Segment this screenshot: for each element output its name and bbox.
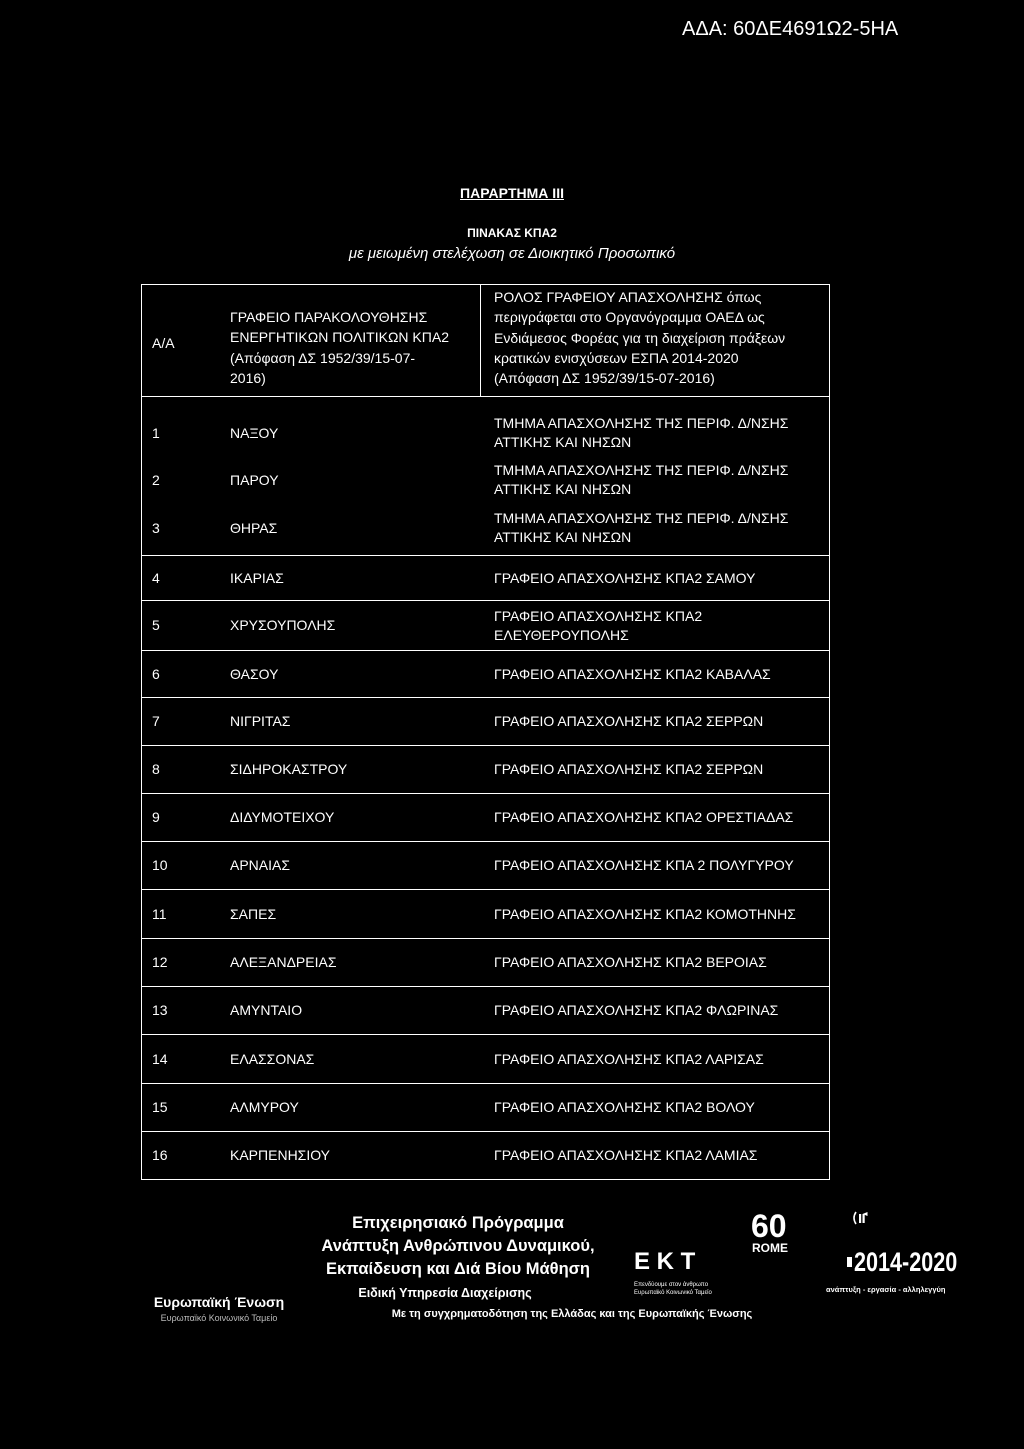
eu-subtitle: Ευρωπαϊκό Κοινωνικό Ταμείο: [160, 1313, 278, 1323]
ekt-tagline-line: Επενδύουμε στον άνθρωπο: [634, 1282, 709, 1288]
office-name: ΝΑΞΟΥ: [230, 424, 279, 441]
table-row-group: [142, 397, 829, 556]
table-row: [142, 794, 829, 842]
table-row: [142, 1084, 829, 1132]
header-office-line: ΓΡΑΦΕΙΟ ΠΑΡΑΚΟΛΟΥΘΗΣΗΣ: [230, 309, 428, 325]
office-role-line: ΓΡΑΦΕΙΟ ΑΠΑΣΧΟΛΗΣΗΣ ΚΠΑ2 ΣΑΜΟΥ: [494, 569, 756, 586]
table-row: [142, 651, 829, 698]
row-number: 4: [152, 569, 160, 586]
office-role-line: ΓΡΑΦΕΙΟ ΑΠΑΣΧΟΛΗΣΗΣ ΚΠΑ2 ΦΛΩΡΙΝΑΣ: [494, 1002, 779, 1018]
office-role-line: ΤΜΗΜΑ ΑΠΑΣΧΟΛΗΣΗΣ ΤΗΣ ΠΕΡΙΦ. Δ/ΝΣΗΣ: [494, 415, 789, 431]
ekt-logo: Ε Κ Τ: [634, 1248, 696, 1275]
office-role: [480, 1001, 829, 1020]
eu-title: Ευρωπαϊκή Ένωση: [153, 1294, 285, 1310]
table-row: [142, 409, 829, 457]
header-office-line: (Απόφαση ΔΣ 1952/39/15-07-: [230, 349, 416, 366]
office-role-line: ΓΡΑΦΕΙΟ ΑΠΑΣΧΟΛΗΣΗΣ ΚΠΑ2 ΒΕΡΟΙΑΣ: [494, 954, 767, 970]
table-row: [142, 601, 829, 651]
row-number: 13: [152, 1002, 168, 1018]
table-row: [142, 698, 829, 746]
row-number: 6: [152, 665, 160, 682]
office-name: ΘΑΣΟΥ: [230, 665, 279, 682]
office-role: [480, 760, 829, 779]
table-title: ΠΙΝΑΚΑΣ ΚΠΑ2: [467, 226, 557, 240]
office-name: ΔΙΔΥΜΟΤΕΙΧΟΥ: [230, 809, 335, 825]
espa-bullet: [847, 1257, 852, 1267]
table-row: [142, 939, 829, 987]
espa-years: 2014-2020: [854, 1247, 958, 1277]
ada-code: ΑΔΑ: 60ΔΕ4691Ω2-5ΗΑ: [682, 18, 899, 40]
office-role: [480, 712, 829, 731]
office-role-line: ΑΤΤΙΚΗΣ ΚΑΙ ΝΗΣΩΝ: [494, 434, 632, 450]
office-role: [480, 509, 829, 547]
office-role-line: ΓΡΑΦΕΙΟ ΑΠΑΣΧΟΛΗΣΗΣ ΚΠΑ2 ΛΑΡΙΣΑΣ: [494, 1050, 764, 1067]
programme-title-line: Εκπαίδευση και Διά Βίου Μάθηση: [325, 1260, 591, 1278]
office-name: ΙΚΑΡΙΑΣ: [230, 569, 284, 586]
ekt-tagline: [634, 1281, 712, 1297]
office-name: ΧΡΥΣΟΥΠΟΛΗΣ: [230, 617, 336, 633]
programme-title-line: Ανάπτυξη Ανθρώπινου Δυναμικού,: [321, 1237, 595, 1255]
table-row: [142, 987, 829, 1035]
office-role-line: ΓΡΑΦΕΙΟ ΑΠΑΣΧΟΛΗΣΗΣ ΚΠΑ2 ΚΟΜΟΤΗΝΗΣ: [494, 905, 796, 922]
row-number: 8: [152, 761, 160, 777]
programme-title: [298, 1212, 618, 1281]
office-role: [480, 1050, 829, 1069]
table-row: [142, 456, 829, 504]
header-role-line: Ενδιάμεσος Φορέας για τη διαχείριση πράξεων: [494, 329, 786, 346]
row-number: 10: [152, 857, 168, 873]
staffing-table: [141, 284, 830, 1180]
office-name: ΚΑΡΠΕΝΗΣΙΟΥ: [230, 1147, 331, 1163]
header-role-line: (Απόφαση ΔΣ 1952/39/15-07-2016): [494, 370, 715, 387]
office-name: ΣΑΠΕΣ: [230, 905, 277, 922]
office-role-line: ΤΜΗΜΑ ΑΠΑΣΧΟΛΗΣΗΣ ΤΗΣ ΠΕΡΙΦ. Δ/ΝΣΗΣ: [494, 462, 789, 478]
office-name: ΠΑΡΟΥ: [230, 471, 279, 488]
office-role-line: ΓΡΑΦΕΙΟ ΑΠΑΣΧΟΛΗΣΗΣ ΚΠΑ 2 ΠΟΛΥΓΥΡΟΥ: [494, 857, 794, 873]
office-role-line: ΓΡΑΦΕΙΟ ΑΠΑΣΧΟΛΗΣΗΣ ΚΠΑ2 ΒΟΛΟΥ: [494, 1099, 755, 1115]
table-row: [142, 1035, 829, 1084]
managing-authority: Ειδική Υπηρεσία Διαχείρισης: [358, 1286, 532, 1300]
header-index-label: Α/Α: [152, 335, 175, 351]
espa-logo-icon: [851, 1211, 869, 1225]
office-role: [480, 953, 829, 972]
office-name: ΕΛΑΣΣΟΝΑΣ: [230, 1050, 315, 1067]
header-index: [142, 285, 230, 396]
office-role-line: ΑΤΤΙΚΗΣ ΚΑΙ ΝΗΣΩΝ: [494, 529, 632, 545]
row-number: 12: [152, 954, 168, 970]
table-subtitle: με μειωμένη στελέχωση σε Διοικητικό Προσωπικό: [348, 245, 676, 262]
row-number: 15: [152, 1099, 168, 1115]
office-role-line: ΓΡΑΦΕΙΟ ΑΠΑΣΧΟΛΗΣΗΣ ΚΠΑ2 ΣΕΡΡΩΝ: [494, 761, 764, 777]
office-role: [480, 1146, 829, 1165]
office-role: [480, 1098, 829, 1117]
office-role-line: ΓΡΑΦΕΙΟ ΑΠΑΣΧΟΛΗΣΗΣ ΚΠΑ2 ΛΑΜΙΑΣ: [494, 1147, 758, 1163]
header-role-line: κρατικών ενισχύσεων ΕΣΠΑ 2014-2020: [494, 349, 739, 366]
office-name: ΑΛΜΥΡΟΥ: [230, 1099, 299, 1115]
row-number: 1: [152, 424, 160, 441]
table-row: [142, 1132, 829, 1179]
espa-tagline: ανάπτυξη - εργασία - αλληλεγγύη: [826, 1285, 946, 1294]
row-number: 5: [152, 617, 160, 633]
office-role-line: ΓΡΑΦΕΙΟ ΑΠΑΣΧΟΛΗΣΗΣ ΚΠΑ2 ΣΕΡΡΩΝ: [494, 713, 764, 729]
programme-title-line: Επιχειρησιακό Πρόγραμμα: [352, 1214, 564, 1232]
office-role-line: ΓΡΑΦΕΙΟ ΑΠΑΣΧΟΛΗΣΗΣ ΚΠΑ2 ΟΡΕΣΤΙΑΔΑΣ: [494, 809, 794, 825]
table-row: [142, 842, 829, 890]
office-name: ΘΗΡΑΣ: [230, 519, 278, 536]
office-name: ΑΛΕΞΑΝΔΡΕΙΑΣ: [230, 954, 337, 970]
ekt-tagline-line: Ευρωπαϊκό Κοινωνικό Ταμείο: [634, 1290, 712, 1296]
office-role: [480, 856, 829, 875]
header-office-line: 2016): [230, 369, 266, 386]
row-number: 14: [152, 1050, 168, 1067]
row-number: 2: [152, 471, 160, 488]
office-role-line: ΑΤΤΙΚΗΣ ΚΑΙ ΝΗΣΩΝ: [494, 481, 632, 497]
anniversary-label: ROME: [752, 1241, 788, 1255]
row-number: 7: [152, 713, 160, 729]
office-role: [480, 607, 829, 645]
header-office-line: ΕΝΕΡΓΗΤΙΚΩΝ ΠΟΛΙΤΙΚΩΝ ΚΠΑ2: [230, 329, 449, 346]
anniversary-number: 60: [751, 1208, 787, 1244]
office-role: [480, 665, 829, 684]
office-role-line: ΕΛΕΥΘΕΡΟΥΠΟΛΗΣ: [494, 626, 629, 643]
office-name: ΝΙΓΡΙΤΑΣ: [230, 713, 291, 729]
row-number: 3: [152, 519, 160, 536]
row-number: 9: [152, 809, 160, 825]
header-role-line: περιγράφεται στο Οργανόγραμμα ΟΑΕΔ ως: [494, 309, 765, 326]
office-name: ΣΙΔΗΡΟΚΑΣΤΡΟΥ: [230, 761, 348, 777]
table-row: [142, 890, 829, 939]
table-row: [142, 746, 829, 794]
table-row: [142, 556, 829, 601]
annex-title: ΠΑΡΑΡΤΗΜΑ ΙΙΙ: [460, 185, 564, 201]
row-number: 16: [152, 1147, 168, 1163]
header-office: [230, 285, 480, 396]
header-role-line: ΡΟΛΟΣ ΓΡΑΦΕΙΟΥ ΑΠΑΣΧΟΛΗΣΗΣ όπως: [494, 289, 762, 305]
header-role: [480, 285, 829, 396]
table-header-row: [142, 285, 829, 397]
office-name: ΑΜΥΝΤΑΙΟ: [230, 1002, 303, 1018]
office-role-line: ΤΜΗΜΑ ΑΠΑΣΧΟΛΗΣΗΣ ΤΗΣ ΠΕΡΙΦ. Δ/ΝΣΗΣ: [494, 510, 789, 526]
table-row: [142, 504, 829, 552]
office-role: [480, 808, 829, 827]
office-role-line: ΓΡΑΦΕΙΟ ΑΠΑΣΧΟΛΗΣΗΣ ΚΠΑ2 ΚΑΒΑΛΑΣ: [494, 665, 771, 682]
office-role: [480, 905, 829, 924]
office-role: [480, 461, 829, 499]
office-role: [480, 569, 829, 588]
office-role-line: ΓΡΑΦΕΙΟ ΑΠΑΣΧΟΛΗΣΗΣ ΚΠΑ2: [494, 607, 703, 624]
office-name: ΑΡΝΑΙΑΣ: [230, 857, 291, 873]
office-role: [480, 414, 829, 452]
cofunding-note: Με τη συγχρηματοδότηση της Ελλάδας και της Ευρωπαϊκής Ένωσης: [391, 1308, 753, 1320]
row-number: 11: [152, 905, 167, 922]
